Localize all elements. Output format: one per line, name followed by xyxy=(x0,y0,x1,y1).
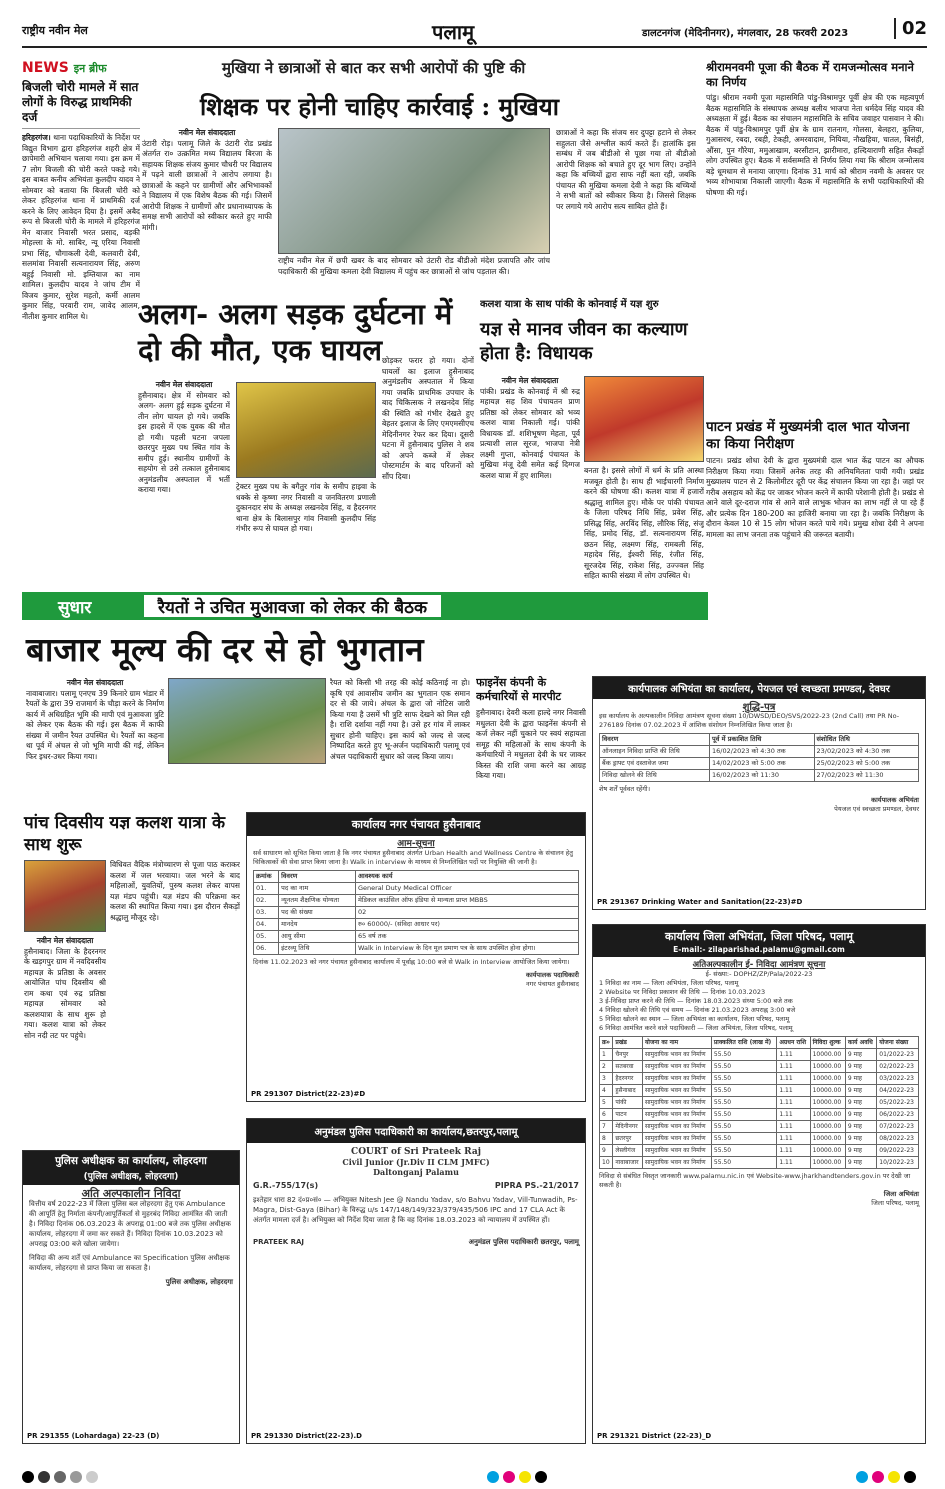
ad-sdpo-case-row xyxy=(253,1181,579,1191)
ad-zp-table xyxy=(599,1036,919,1169)
table-cell: कार्य अवधि xyxy=(845,1037,876,1049)
sudhar-tag: सुधार xyxy=(58,598,92,618)
mukhiya-body-right: छात्राओं ने कहा कि संजय सर दुपट्टा हटाने से लेकर सहुलता जैसे अश्लील कार्य करते हैं। हालांकि इस सम्बंध में जब बीडीओ से पूछा गया तो बीडीओ आरोपी शिक्षक को बचाते हुए दूर भाग लिए। उन्होंने कहा कि बच्चियों द्वारा साफ नहीं बता रही, जबकि पंचायत की मुखिया कमला देवी ने कहा कि बच्चियों ने सभी बातों को स्वीकार किया है। जिससे शिक्षक पर लगाये गये आरोप सत्य साबित होते हैं। xyxy=(556,128,696,211)
table-cell: मेदिनीनगर xyxy=(613,1121,643,1133)
table-cell: 04. xyxy=(254,919,279,931)
table-cell: 03/2022-23 xyxy=(877,1073,919,1085)
mukhiya-body-left: नवीन मेल संवाददाता उंटारी रोड़। पलामू जिले के उंटारी रोड प्रखंड अंतर्गत रा० उत्क्रमित मध्य विद्यालय बिरजा के सहायक शिक्षक संजय कुमार चौधरी पर विद्यालय में पढ़ने वाली छात्राओं ने आरोप लगाया है। छात्राओं के कहने पर ग्रामीणों और अभिभावकों ने विद्यालय में एक विशेष बैठक की गई। जिसमें आरोपी शिक्षक ने ग्रामीणों और प्रधानाध्यापक के समक्ष सभी आरोपों को स्वीकार करते हुए माफी मांगी। xyxy=(142,128,272,232)
mukhiya-body-mid: राष्ट्रीय नवीन मेल में छपी खबर के बाद सोमवार को उंटारी रोड बीडीओ मंदेश प्रजापति और जांच पदाधिकारी की मुखिया कमला देवी विद्यालय में पहुंच कर छात्राओं से जांच पड़ताल की। xyxy=(278,256,550,276)
newspaper-brand: राष्ट्रीय नवीन मेल xyxy=(22,24,88,37)
table-cell: 1.11 xyxy=(777,1049,810,1061)
table-row xyxy=(600,1037,919,1049)
ad-exec-engineer-note: शेष शर्तें पूर्ववत रहेंगी। xyxy=(599,785,651,793)
table-cell: क्र० xyxy=(600,1037,613,1049)
table-cell: विवरण xyxy=(600,734,710,746)
accident-body-a: नवीन मेल संवाददाता हुसैनाबाद। क्षेत्र में सोमवार को अलग- अलग हुई सड़क दुर्घटना में तीन लोग घायल हो गये। जबकि इस हादसे में एक युवक की मौत हो गयी। पहली घटना जपला छतरपुर मुख्य पथ स्थित गांव के समीप हुई। स्थानीय ग्रामीणों के सहयोग से उसे तत्काल हुसैनाबाद अनुमंडलीय अस्पताल में भर्ती कराया गया। xyxy=(138,380,230,494)
table-cell: 55.50 xyxy=(711,1049,776,1061)
ad-nagar-panchayat-table xyxy=(253,870,579,955)
table-cell: 55.50 xyxy=(711,1109,776,1121)
sudhar-title: रैयतों ने उचित मुआवजा को लेकर की बैठक xyxy=(144,595,441,617)
registration-dot xyxy=(503,1471,515,1483)
table-cell: न्यूनतम शैक्षणिक योग्यता xyxy=(279,895,356,907)
ad-exec-engineer-notice: शुद्धि-पत्र xyxy=(742,702,776,713)
table-row xyxy=(600,1109,919,1121)
table-cell: 05. xyxy=(254,931,279,943)
table-cell: 5 xyxy=(600,1097,613,1109)
table-cell: निविदा शुल्क xyxy=(810,1037,845,1049)
masthead xyxy=(22,18,927,48)
table-cell: सामुदायिक भवन का निर्माण xyxy=(642,1109,711,1121)
yagya-body-b: बनता है। इससे लोगों में धर्म के प्रति आस्था मजबूत होती है। साथ ही भाईचारगी निर्माण करने की घोषणा की। कलश यात्रा में हजारों श्रद्धालु शामिल हुए। मौके पर पांकी पंचायत के जिला परिषद निधि सिंह, प्रवेश सिंह, प्रसिद्ध सिंह, अरविंद सिंह, लौरिक सिंह, संजू सिंह, प्रमोद सिंह, डॉ. सत्यनारायण सिंह, छठन सिंह, लक्ष्मण सिंह, रामबली सिंह, महादेव सिंह, ईश्वरी सिंह, रंजीत सिंह, सूरजदेव सिंह, राकेश सिंह, उज्ज्वल सिंह सहित काफी संख्या में लोग उपस्थित थे। xyxy=(584,466,704,580)
table-row xyxy=(600,770,919,782)
table-cell: 55.50 xyxy=(711,1085,776,1097)
table-cell: हुसैनाबाद xyxy=(613,1085,643,1097)
table-cell: विवरण xyxy=(279,871,356,883)
table-row xyxy=(254,895,579,907)
registration-dot xyxy=(856,1471,868,1483)
table-cell: 08/2022-23 xyxy=(877,1133,919,1145)
table-cell: General Duty Medical Officer xyxy=(355,883,578,895)
ad-zp-notice: अतिअल्पकालीन ई- निविदा आमंत्रण सूचना xyxy=(692,960,826,970)
table-cell: 6 xyxy=(600,1109,613,1121)
registration-dot xyxy=(487,1471,499,1483)
ad-police-pr: PR 291355 (Lohardaga) 22-23 (D) xyxy=(27,1432,160,1440)
table-cell: मानदेय xyxy=(279,919,356,931)
ad-exec-engineer-title: कार्यपालक अभियंता का कार्यालय, पेयजल एवं स्वच्छता प्रमण्डल, देवघर xyxy=(593,677,925,699)
table-cell: 09/2022-23 xyxy=(877,1145,919,1157)
table-cell: 07/2022-23 xyxy=(877,1121,919,1133)
table-cell: इंटरव्यू तिथि xyxy=(279,943,356,955)
table-cell: 1.11 xyxy=(777,1061,810,1073)
ad-zp-pr: PR 291321 District (22-23)_D xyxy=(597,1432,712,1440)
ad-zp-sign2: जिला परिषद, पलामू xyxy=(871,1199,919,1207)
table-cell: 9 माह xyxy=(845,1145,876,1157)
table-row xyxy=(600,1097,919,1109)
table-cell: 10000.00 xyxy=(810,1073,845,1085)
ad-police-lohardaga xyxy=(22,1150,240,1444)
ad-police-sign: पुलिस अधीक्षक, लोहरदगा xyxy=(165,1278,233,1286)
table-cell: 9 माह xyxy=(845,1121,876,1133)
table-cell: 1.11 xyxy=(777,1157,810,1169)
table-cell: सामुदायिक भवन का निर्माण xyxy=(642,1133,711,1145)
ad-nagar-panchayat-body: सर्व साधारण को सूचित किया जाता है कि नगर पंचायत हुसैनाबाद अंतर्गत Urban Health and Wellness Centre के संचालन हेतु चिकित्सकों की सेवा प्राप्त किया जाना है। Walk in interview के माध्यम से निम्नलिखित पदों पर नियुक्ति की जानी है। xyxy=(253,849,573,866)
table-cell: 9 xyxy=(600,1145,613,1157)
page-name: पलामू xyxy=(432,20,475,44)
table-cell: 55.50 xyxy=(711,1061,776,1073)
ad-sdpo xyxy=(246,1118,586,1444)
ad-sdpo-court: COURT of Sri Prateek Raj xyxy=(351,1147,481,1157)
ad-zp-title: कार्यालय जिला अभियंता, जिला परिषद, पलामू xyxy=(593,925,925,945)
table-cell: अग्रधन राशि xyxy=(777,1037,810,1049)
table-cell: 9 माह xyxy=(845,1085,876,1097)
table-cell: 01/2022-23 xyxy=(877,1049,919,1061)
table-cell: मेडिकल काउंसिल ऑफ इंडिया से मान्यता प्राप्त MBBS xyxy=(355,895,578,907)
table-cell: 04/2022-23 xyxy=(877,1085,919,1097)
yagya-body-a: नवीन मेल संवाददाता पांकी। प्रखंड के कोनवाई में श्री रुद्र महायज्ञ सह शिव पंचायतन प्राण प्रतिष्ठा को लेकर सोमवार को भव्य कलश यात्रा निकाली गई। पांकी विधायक डॉ. शशिभूषण मेहता, पूर्व प्रत्याशी लाल सूरज, भाजपा नेत्री लक्ष्मी गुप्ता, कोनवाई पंचायत के मुखिया मंजू देवी समेत कई दिग्गज कलश यात्रा में हुए शामिल। xyxy=(480,376,580,480)
ad-police-subtitle: (पुलिस अधीक्षक, लोहरदगा) xyxy=(23,1169,239,1185)
ad-zila-parishad xyxy=(592,924,926,1444)
table-cell: सामुदायिक भवन का निर्माण xyxy=(642,1073,711,1085)
table-cell: सतबरवा xyxy=(613,1061,643,1073)
school-photo xyxy=(278,128,550,254)
news-brief-body: हरिहरगंज। थाना पदाधिकारियों के निर्देश पर विद्युत विभाग द्वारा हरिहरगंज शहरी क्षेत्र में छापेमारी अभियान चलाया गया। इस क्रम में 7 लोग बिजली की चोरी करते पकड़े गये। इस बाबत कनीय अभियंता कुलदीप यादव ने सोमवार को बताया कि बिजली चोरी को लेकर हरिहरगंज थाना में प्राथमिकी दर्ज करने के लिए आवेदन दिया है। इसमें अबैद रूप से बिजली चोरी के मामले में हरिहरगंज मेन बाजार निवासी भरत प्रसाद, बड़की मोहल्ला के मो. साबिर, न्यू एरिया निवासी प्रभा सिंह, चौगाकली देवी, कलवारी देवी, सलमांवा निवासी सत्यनारायण सिंह, अरुण बहुई निवासी मो. इम्तियाज का नाम शामिल। कुलदीप यादव ने जांच टीम में विजय कुमार, सुरेश महतो, कर्मी आलम कुमार सिंह, परवारी राम, जावेद आलम, नीतीश कुमार शामिल थे। xyxy=(22,133,140,321)
table-cell: आवश्यक कार्य xyxy=(355,871,578,883)
list-item: 3 ई-निविदा प्राप्त करने की तिथि — दिनांक 18.03.2023 संध्या 5:00 बजे तक xyxy=(599,997,793,1005)
ad-police-title: पुलिस अधीक्षक का कार्यालय, लोहरदगा xyxy=(23,1151,239,1169)
table-cell: 55.50 xyxy=(711,1073,776,1085)
ramnavami-body: पांडु। श्रीराम नवमी पूजा महासमिति पांडु-विश्रामपुर पूर्वी क्षेत्र की एक महत्वपूर्ण बैठक महासमिति के संस्थापक अध्यक्ष बलीय भाजपा नेता धर्मदेव सिंह यादव की अध्यक्षता में हुई। बैठक का संचालन महासमिति के सचिव जवाहर पासवान ने की। बैठक में पांडु-विश्रामपुर पूर्वी क्षेत्र के ग्राम रातनाग, गोलसा, बेलहरा, कुलिया, गुआसरथ, रबदा, रबही, टेकही, अमरवादाम, नियिया, नौखहिया, चातल, बिसंही, औंसा, पुन गौरेया, ममुआखाम, बरसीटान, झारीमारा, हल्दियाराणी सहित सैकड़ों लोग उपस्थित हुए। बैठक में सर्वसम्मति से निर्णय लिया गया कि श्रीराम जन्मोत्सव बड़े धूमधाम से मनाया जाएगा। दिनांक 31 मार्च को श्रीराम नवमी के अवसर पर भव्य शोभायात्रा निकाली जाएगी। बैठक में महासमिति के सभी पदाधिकारियों की घोषणा की गई। xyxy=(706,93,924,197)
table-cell: 55.50 xyxy=(711,1145,776,1157)
table-row xyxy=(254,943,579,955)
table-cell: नावाबाजार xyxy=(613,1157,643,1169)
table-cell: पाटन xyxy=(613,1109,643,1121)
table-cell: सामुदायिक भवन का निर्माण xyxy=(642,1097,711,1109)
yagya-photo xyxy=(584,376,704,462)
ad-zp-email: E-mail:- zilaparishad.palamu@gmail.com xyxy=(593,945,925,957)
table-cell: 02. xyxy=(254,895,279,907)
table-cell: 1.11 xyxy=(777,1145,810,1157)
yagya-kicker: कलश यात्रा के साथ पांकी के कोनवाई में यज्ञ शुरु xyxy=(480,299,659,310)
ad-exec-engineer-pr: PR 291367 Drinking Water and Sanitation(22-23)#D xyxy=(597,898,803,906)
table-cell: 9 माह xyxy=(845,1157,876,1169)
table-cell: 2 xyxy=(600,1061,613,1073)
table-cell: बैंक ड्राफ्ट एवं दस्तावेज जमा xyxy=(600,758,710,770)
table-cell: सामुदायिक भवन का निर्माण xyxy=(642,1157,711,1169)
table-cell: 16/02/2023 को 4:30 तक xyxy=(710,746,814,758)
table-cell: 10000.00 xyxy=(810,1061,845,1073)
table-cell: 06/2022-23 xyxy=(877,1109,919,1121)
table-cell: योजना संख्या xyxy=(877,1037,919,1049)
ad-sdpo-pr: PR 291330 District(22-23).D xyxy=(251,1432,362,1440)
table-cell: 10000.00 xyxy=(810,1097,845,1109)
ad-nagar-panchayat-sign: कार्यपालक पदाधिकारी xyxy=(525,971,579,979)
table-row xyxy=(254,871,579,883)
table-cell: आयु सीमा xyxy=(279,931,356,943)
table-row xyxy=(600,1157,919,1169)
kalash-body-a: नवीन मेल संवाददाता हुसैनाबाद। जिला के हैदरनगर के खड़गपुर ग्राम में नवदिवसीय महायज्ञ के प्रतिष्ठा के अवसर आयोजित पांच दिवसीय श्री राम कथा एवं रुद्र प्रतिष्ठा महायज्ञ सोमवार को कलशयात्रा के साथ शुरू हो गया। कलश यात्रा को लेकर सोन नदी तट पर पहुंचे। xyxy=(24,936,106,1040)
registration-dot xyxy=(70,1471,82,1483)
table-cell: 8 xyxy=(600,1133,613,1145)
table-cell: 3 xyxy=(600,1073,613,1085)
registration-dot xyxy=(535,1471,547,1483)
table-row xyxy=(600,1145,919,1157)
registration-dot xyxy=(22,1471,34,1483)
finance-headline: फाइनेंस कंपनी के कर्मचारियों से मारपीट xyxy=(476,676,562,703)
table-cell: पूर्व में प्रकाशित तिथि xyxy=(710,734,814,746)
table-cell: 23/02/2023 को 4:30 तक xyxy=(814,746,919,758)
table-cell: ऑनलाइन निविदा प्राप्ति की तिथि xyxy=(600,746,710,758)
table-cell: पांकी xyxy=(613,1097,643,1109)
kalash-body-b: विधिवत वैदिक मंत्रोच्चारण से पूजा पाठ कराकर कलश में जल भरवाया। जल भरने के बाद महिलाओं, युवतियों, पुरुष कलश लेकर वापस यज्ञ मंडप पहुंची। यज्ञ मंडप की परिक्रमा कर कलश की स्थापित किया गया। इस दौरान सैकड़ों श्रद्धालु मौजूद रहे। xyxy=(110,860,240,922)
registration-dot xyxy=(86,1471,98,1483)
table-cell: 9 माह xyxy=(845,1109,876,1121)
mukhiya-kicker: मुखिया ने छात्राओं से बात कर सभी आरोपों की पुष्टि की xyxy=(222,59,526,77)
ad-exec-engineer xyxy=(592,676,926,910)
table-cell: 10/2022-23 xyxy=(877,1157,919,1169)
registration-dot xyxy=(54,1471,66,1483)
sudhar-body-b: रैयत को किसी भी तरह की कोई कठिनाई ना हो। कृषि एवं आवासीय जमीन का भुगतान एक समान दर से की जाये। अंचल के द्वारा जो नोटिस जारी किया गया है उसमें भी त्रुटि साफ देखने को मिल रही है। राशि दर्शाया नहीं गया है। उसे हर गांव में लाकर सुधार होनी चाहिए। इस कार्य को जल्द से जल्द निष्पादित करते हुए भू-अर्जन पदाधिकारी पलामू एवं अंचल पदाधिकारी सुधार को जल्द किया जाय। xyxy=(330,678,470,761)
table-cell: सामुदायिक भवन का निर्माण xyxy=(642,1145,711,1157)
table-cell: संशोधित तिथि xyxy=(814,734,919,746)
table-cell: 10000.00 xyxy=(810,1157,845,1169)
table-cell: 1 xyxy=(600,1049,613,1061)
ad-nagar-panchayat-notice: आम-सूचना xyxy=(397,839,435,849)
mukhiya-headline: शिक्षक पर होनी चाहिए कार्रवाई : मुखिया xyxy=(200,92,559,121)
sudhar-banner xyxy=(22,592,708,620)
table-cell: 10000.00 xyxy=(810,1109,845,1121)
accident-body-b: ट्रेक्टर मुख्य पथ के बगैतुर गांव के समीप हाइवा के धक्के से कृष्णा नगर निवासी व जनवितरण प्रणाली दुकानदार संघ के अध्यक्ष लखनदेव सिंह, व हैदरनगर थाना क्षेत्र के बिलासपुर गांव निवासी कुलदीप सिंह गंभीर रूप से घायल हो गया। xyxy=(236,482,376,533)
ad-zp-foot: निविदा से संबंधित विस्तृत जानकारी www.palamu.nic.in एवं Website-www.jharkhandtenders.gov.in पर देखी जा सकती है। xyxy=(599,1172,911,1189)
table-cell: 1.11 xyxy=(777,1109,810,1121)
dateline: डालटनगंज (मेदिनीनगर), मंगलवार, 28 फरवरी 2023 xyxy=(642,28,849,39)
news-brief-tag: NEWS इन ब्रीफ xyxy=(22,60,107,76)
table-cell: 1.11 xyxy=(777,1073,810,1085)
table-cell: 55.50 xyxy=(711,1097,776,1109)
registration-dot xyxy=(904,1471,916,1483)
registration-dot xyxy=(872,1471,884,1483)
table-cell: सामुदायिक भवन का निर्माण xyxy=(642,1049,711,1061)
list-item: 5 निविदा खोलने का स्थान — जिला अभियंता का कार्यालय, जिला परिषद, पलामू xyxy=(599,1015,790,1023)
list-item: 2 Website पर निविदा प्रकाशन की तिथि — दिनांक 10.03.2023 xyxy=(599,988,766,996)
patan-headline: पाटन प्रखंड में मुख्यमंत्री दाल भात योजना का किया निरीक्षण xyxy=(706,419,910,452)
ad-zp-ref: ई- संख्या:- DOPHZ/ZP/Pala/2022-23 xyxy=(705,970,813,978)
table-row xyxy=(254,919,579,931)
ad-sdpo-body: इश्तेहार धारा 82 दं०प्र०सं० — अभियुक्त Nitesh Jee @ Nandu Yadav, s/o Bahvu Yadav, Vill-Tunwadih, Ps-Magra, Dist-Gaya (Bihar) के विरुद्ध u/s 147/148/149/323/379/435/506 IPC and 17 CLA Act के अंतर्गत मामला दर्ज है। अभियुक्त को निर्देश दिया जाता है कि वह दिनांक 18.03.2023 को न्यायालय में उपस्थित हों। xyxy=(253,1196,578,1224)
list-item: 6 निविदा आमंत्रित करने वाले पदाधिकारी — जिला अभियंता, जिला परिषद, पलामू xyxy=(599,1024,793,1032)
ramnavami-headline: श्रीरामनवमी पूजा की बैठक में रामजन्मोत्सव मनाने का निर्णय xyxy=(706,60,914,89)
table-cell: 02/2022-23 xyxy=(877,1061,919,1073)
finance-body: हुसैनाबाद। देवरी कला हाल्दे नगर निवासी मधुलता देवी के द्वारा फाइनेंस कंपनी से कर्ज लेकर नहीं चुकाने पर स्वयं सहायता समूह की महिलाओं के साथ कंपनी के कर्मचारियों ने मधुलता देवी के घर जाकर किस्त की राशि जमा करने का आग्रह किया गया। xyxy=(476,708,586,780)
ad-sdpo-case-right: PIPRA PS.-21/2017 xyxy=(494,1181,579,1190)
list-item: 4 निविदा खोलने की तिथि एवं समय — दिनांक 21.03.2023 अपराह्न 3:00 बजे xyxy=(599,1006,796,1014)
ad-sdpo-sign: अनुमंडल पुलिस पदाधिकारी छतरपुर, पलामू xyxy=(468,1238,579,1246)
page-number: 02 xyxy=(894,18,927,39)
table-cell: क्रमांक xyxy=(254,871,279,883)
table-cell: योजना का नाम xyxy=(642,1037,711,1049)
registration-dot xyxy=(888,1471,900,1483)
table-row xyxy=(600,734,919,746)
table-cell: 9 माह xyxy=(845,1049,876,1061)
table-cell: 16/02/2023 को 11:30 xyxy=(710,770,814,782)
ad-police-body2: निविदा की अन्य शर्तें एवं Ambulance का Specification पुलिस अधीक्षक कार्यालय, लोहरदगा से प्राप्त किया जा सकता है। xyxy=(29,1254,230,1272)
kalash-photo xyxy=(24,860,106,932)
table-cell: 10000.00 xyxy=(810,1145,845,1157)
table-cell: 10 xyxy=(600,1157,613,1169)
sudhar-body-a: नवीन मेल संवाददाता नावाबाजार। पलामू एनएच 39 किनारे ग्राम भंडार में रैयतों के द्वारा 39 राजमार्ग के चौड़ा करने के निर्माण कार्य में अधिग्रहित भूमि की मापी एवं मुआवजा त्रुटि को लेकर एक बैठक की गई। इस बैठक में काफी संख्या में जमीन रैयत उपस्थित थे। रैयतों का कहना था पूर्व में अंचल से जो भूमि मापी की गई, लेकिन फिर इधर-उधर किया गया। xyxy=(26,678,164,761)
table-cell: 55.50 xyxy=(711,1133,776,1145)
table-cell: पद की संख्या xyxy=(279,907,356,919)
ad-exec-engineer-sign: कार्यपालक अभियंता xyxy=(871,796,919,804)
table-row xyxy=(254,931,579,943)
table-cell: 9 माह xyxy=(845,1097,876,1109)
table-cell: पद का नाम xyxy=(279,883,356,895)
table-cell: 05/2022-23 xyxy=(877,1097,919,1109)
table-cell: सामुदायिक भवन का निर्माण xyxy=(642,1085,711,1097)
table-cell: 55.50 xyxy=(711,1157,776,1169)
ad-police-body: वित्तीय वर्ष 2022-23 में जिला पुलिस बल लोहरदगा हेतु एक Ambulance की आपूर्ति हेतु निर्माता कंपनी/आपूर्तिकर्ता से मुहरबंद निविदा आमंत्रित की जाती है। निविदा दिनांक 06.03.2023 के अपराह्न 01:00 बजे तक पुलिस अधीक्षक कार्यालय, लोहरदगा में जमा कर सकते हैं। निविदा दिनांक 10.03.2023 को अपराह्न 03:00 बजे खोला जायेगा। xyxy=(29,1200,231,1248)
table-cell: 1.11 xyxy=(777,1097,810,1109)
sudhar-headline: बाजार मूल्य की दर से हो भुगतान xyxy=(26,630,424,669)
table-row xyxy=(600,1133,919,1145)
ad-exec-engineer-sign2: पेयजल एवं स्वच्छता प्रमण्डल, देवघर xyxy=(834,805,919,813)
ad-sdpo-court2: Civil Junior (Jr.Div II CLM JMFC) xyxy=(342,1157,490,1167)
accident-photo xyxy=(236,382,376,478)
table-cell: 55.50 xyxy=(711,1121,776,1133)
table-cell: प्रखंड xyxy=(613,1037,643,1049)
table-row xyxy=(600,1085,919,1097)
ad-nagar-panchayat-pr: PR 291307 District(22-23)#D xyxy=(251,1090,366,1098)
table-cell: लेस्लीगंज xyxy=(613,1145,643,1157)
table-cell: प्राक्कलित राशि (लाख में) xyxy=(711,1037,776,1049)
ad-sdpo-case-left: G.R.-755/17(s) xyxy=(253,1181,319,1190)
ad-nagar-panchayat-sign2: नगर पंचायत हुसैनाबाद xyxy=(525,980,579,988)
ad-sdpo-title: अनुमंडल पुलिस पदाधिकारी का कार्यालय,छतरपुर,पलामू xyxy=(247,1119,585,1143)
color-registration-bar xyxy=(22,1466,927,1478)
accident-headline: अलग- अलग सड़क दुर्घटना में दो की मौत, एक घायल xyxy=(138,297,453,367)
table-row xyxy=(600,1061,919,1073)
table-cell: हैदरनगर xyxy=(613,1073,643,1085)
table-row xyxy=(600,1073,919,1085)
ad-zp-sign: जिला अभियंता xyxy=(883,1190,919,1198)
ad-nagar-panchayat xyxy=(246,812,586,1102)
table-row xyxy=(600,746,919,758)
sudhar-photo xyxy=(168,678,326,764)
table-cell: 9 माह xyxy=(845,1073,876,1085)
yagya-headline: यज्ञ से मानव जीवन का कल्याण होता है: विधायक xyxy=(480,319,688,364)
patan-body: पाटन। प्रखंड शोधा देवी के द्वारा मुख्यमंत्री दाल भात केंद्र पाटन का औचक निरीक्षण किया गया। जिसमें अनेक तरह की अनियमितता पायी गयी। प्रखंड मुख्यालय पाटन से 2 किलोमीटर दूरी पर केंद्र संचालन किया जा रहा है। जहां पर गरीब असहाय को केंद्र पर जाकर भोजन करने में काफी परेशानी होती है। प्रखंड से आने वाले दूर-दराज गांव से आने वाले लाभुक भोजन का लाभ नहीं ले पा रहे हैं और प्रत्येक दिन 180-200 का हाजिरी बनाया जा रहा है। जबकि निरीक्षण के दौरान केवल 10 से 15 लोग भोजन करते पाये गये। प्रमुख शोधा देवी ने अपना मामला का लाभ जनता तक पहुंचाने की जरूरत बतायी। xyxy=(706,456,924,539)
accident-body-c: छोड़कर फरार हो गया। दोनों घायलों का इलाज हुसैनाबाद अनुमंडलीय अस्पताल में किया गया जबकि प्राथमिक उपचार के बाद चिकित्सक ने लखनदेव सिंह की स्थिति को गंभीर देखते हुए बेहतर इलाज के लिए एमएमसीएच मेदिनीनगर रेफर कर दिया। दूसरी घटना में हुसैनाबाद पुलिस ने शव को अपने कब्जे में लेकर पोस्टमार्टम के बाद परिजनों को सौंप दिया। xyxy=(382,356,474,481)
registration-dot xyxy=(38,1471,50,1483)
table-cell: 06. xyxy=(254,943,279,955)
ad-exec-engineer-body: इस कार्यालय के अल्पकालीन निविदा आमंत्रण सूचना संख्या 10/DWSD/DEO/SVS/2022-23 (2nd Call) तथा PR No-276189 दिनांक 07.02.2023 में आंशिक संशोधन निम्नलिखित किया जाता है। xyxy=(599,712,900,729)
table-cell: 14/02/2023 को 5:00 तक xyxy=(710,758,814,770)
table-cell: 9 माह xyxy=(845,1061,876,1073)
table-cell: 02 xyxy=(355,907,578,919)
right-column xyxy=(706,60,924,584)
ad-police-notice: अति अल्पकालीन निविदा xyxy=(81,1187,181,1200)
ad-sdpo-judge: PRATEEK RAJ xyxy=(253,1238,305,1246)
table-cell: छतरपुर xyxy=(613,1133,643,1145)
table-cell: 27/02/2023 को 11:30 xyxy=(814,770,919,782)
table-cell: 4 xyxy=(600,1085,613,1097)
table-row xyxy=(600,1121,919,1133)
news-brief-headline: बिजली चोरी मामले में सात लोगों के विरुद्ध प्राथमिकी दर्ज xyxy=(22,80,140,129)
list-item: 1 निविदा का नाम — जिला अभियंता, जिला परिषद, पलामू xyxy=(599,979,739,987)
ad-nagar-panchayat-note: दिनांक 11.02.2023 को नगर पंचायत हुसैनाबाद कार्यालय में पूर्वाह्न 10:00 बजे से Walk in Interview आयोजित किया जायेगा। xyxy=(253,958,570,966)
ad-nagar-panchayat-title: कार्यालय नगर पंचायत हुसैनाबाद xyxy=(247,813,585,836)
table-cell: 9 माह xyxy=(845,1133,876,1145)
table-cell: 10000.00 xyxy=(810,1085,845,1097)
news-brief-column xyxy=(22,60,140,590)
registration-dot xyxy=(519,1471,531,1483)
table-row xyxy=(254,883,579,895)
table-cell: सामुदायिक भवन का निर्माण xyxy=(642,1121,711,1133)
table-cell: निविदा खोलने की तिथि xyxy=(600,770,710,782)
ad-sdpo-court3: Daltonganj Palamu xyxy=(373,1167,459,1177)
table-cell: Walk in Interview के दिन मूल प्रमाण पत्र के साथ उपस्थित होना होगा। xyxy=(355,943,578,955)
table-cell: रु० 60000/- (संविदा आधार पर) xyxy=(355,919,578,931)
table-cell: 7 xyxy=(600,1121,613,1133)
table-cell: 10000.00 xyxy=(810,1049,845,1061)
table-cell: 10000.00 xyxy=(810,1121,845,1133)
table-row xyxy=(600,1049,919,1061)
table-row xyxy=(600,758,919,770)
table-cell: 1.11 xyxy=(777,1121,810,1133)
table-cell: 1.11 xyxy=(777,1133,810,1145)
table-row xyxy=(254,907,579,919)
table-cell: 1.11 xyxy=(777,1085,810,1097)
table-cell: सामुदायिक भवन का निर्माण xyxy=(642,1061,711,1073)
ad-exec-engineer-table xyxy=(599,733,919,782)
table-cell: 65 वर्ष तक xyxy=(355,931,578,943)
ad-sdpo-sign-row xyxy=(253,1237,579,1247)
table-cell: 03. xyxy=(254,907,279,919)
ad-zp-items xyxy=(599,979,919,1033)
table-cell: 01. xyxy=(254,883,279,895)
table-cell: चैनपुर xyxy=(613,1049,643,1061)
table-cell: 25/02/2023 को 5:00 तक xyxy=(814,758,919,770)
table-cell: 10000.00 xyxy=(810,1133,845,1145)
kalash-headline: पांच दिवसीय यज्ञ कलश यात्रा के साथ शुरू xyxy=(24,813,226,855)
